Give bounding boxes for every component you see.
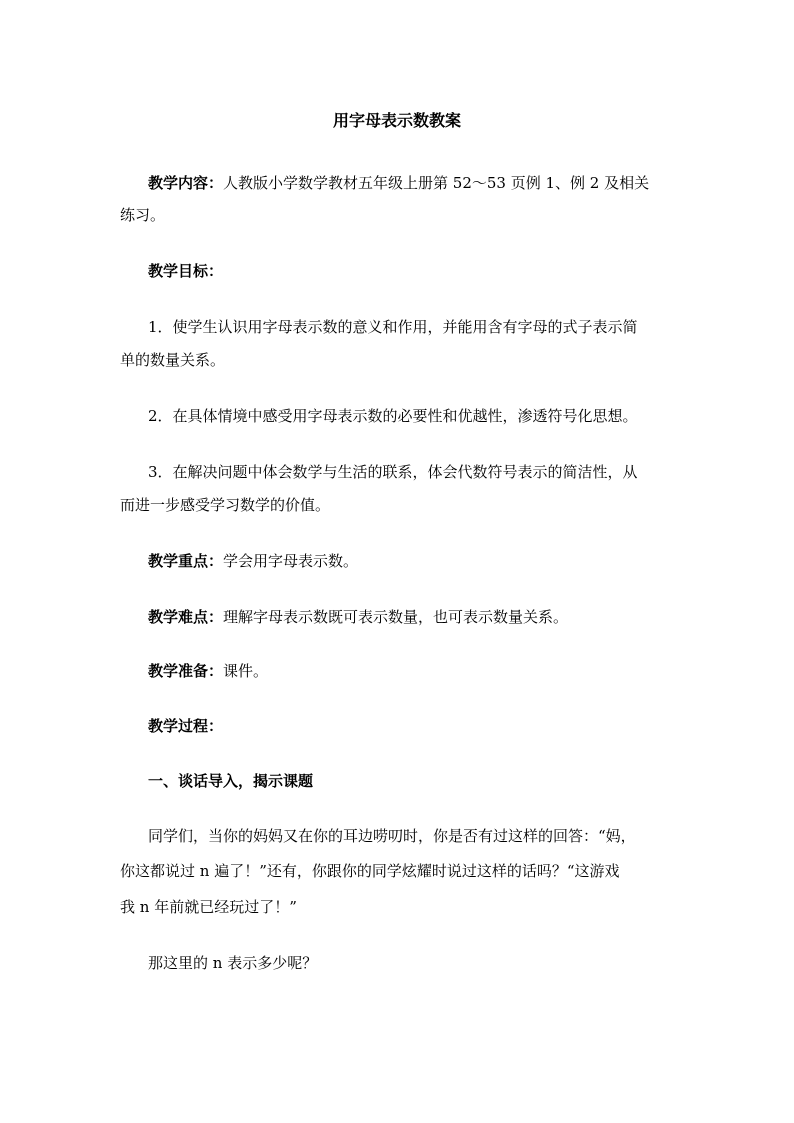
preparation-paragraph [148, 661, 268, 681]
difficulty-paragraph [148, 607, 568, 627]
key-point-text: 学会用字母表示数。 [223, 552, 359, 570]
content-label: 教学内容： [148, 174, 224, 192]
section-1-paragraph-1-line-3: 我 n 年前就已经玩过了！” [120, 898, 297, 916]
goal-item-2: 2．在具体情境中感受用字母表示数的必要性和优越性，渗透符号化思想。 [148, 407, 638, 425]
preparation-label: 教学准备： [148, 662, 224, 680]
content-text: 人教版小学数学教材五年级上册第 52～53 页例 1、例 2 及相关 [223, 174, 650, 192]
goal-item-1-continued: 单的数量关系。 [120, 351, 226, 369]
content-paragraph [148, 173, 649, 193]
goal-item-1: 1．使学生认识用字母表示数的意义和作用，并能用含有字母的式子表示简 [148, 318, 638, 336]
difficulty-text: 理解字母表示数既可表示数量，也可表示数量关系。 [223, 608, 569, 626]
key-point-paragraph [148, 551, 358, 571]
content-text-continued: 练习。 [120, 206, 166, 224]
section-1-heading: 一、谈话导入，揭示课题 [148, 772, 314, 790]
goals-heading: 教学目标： [148, 262, 224, 280]
difficulty-label: 教学难点： [148, 608, 224, 626]
section-1-paragraph-1-line-2: 你这都说过 n 遍了！”还有，你跟你的同学炫耀时说过这样的话吗？“这游戏 [120, 862, 620, 880]
key-point-label: 教学重点： [148, 552, 224, 570]
page-title: 用字母表示数教案 [332, 111, 461, 130]
goal-item-3: 3．在解决问题中体会数学与生活的联系，体会代数符号表示的简洁性，从 [148, 463, 638, 481]
section-1-paragraph-2: 那这里的 n 表示多少呢？ [148, 954, 318, 972]
goal-item-3-continued: 而进一步感受学习数学的价值。 [120, 496, 331, 514]
preparation-text: 课件。 [223, 662, 269, 680]
process-heading: 教学过程： [148, 717, 224, 735]
section-1-paragraph-1: 同学们，当你的妈妈又在你的耳边唠叨时，你是否有过这样的回答：“妈， [148, 827, 636, 845]
